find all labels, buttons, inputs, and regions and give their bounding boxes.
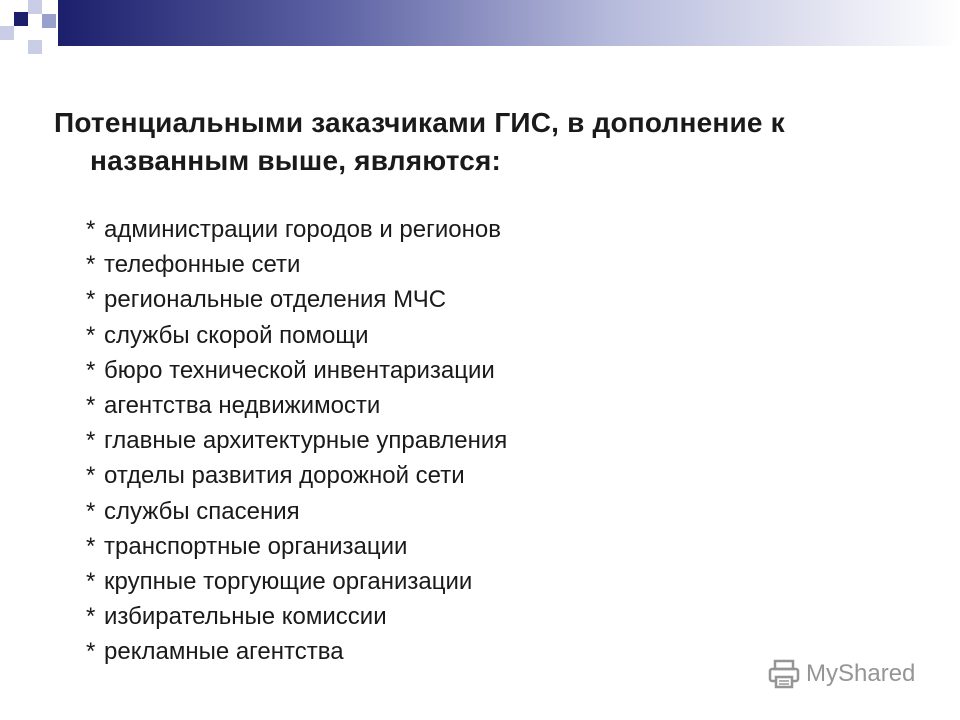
bullet-star: *	[86, 286, 96, 314]
list-item: * службы спасения	[86, 494, 507, 529]
bullet-star: *	[86, 356, 96, 384]
list-item: * крупные торгующие организации	[86, 564, 507, 599]
printer-logo-icon	[768, 659, 800, 689]
deco-square-light	[28, 40, 42, 54]
watermark-text: MyShared	[806, 660, 916, 687]
list-item: * администрации городов и регионов	[86, 212, 507, 247]
list-item: * региональные отделения МЧС	[86, 282, 507, 317]
watermark	[768, 656, 915, 692]
title-line-2: названным выше, являются:	[90, 145, 502, 176]
list-item: * агентства недвижимости	[86, 388, 507, 423]
list-item: * бюро технической инвентаризации	[86, 353, 507, 388]
list-item: * телефонные сети	[86, 247, 507, 282]
bullet-star: *	[86, 462, 96, 490]
list-item: * рекламные агентства	[86, 634, 507, 669]
bullet-star: *	[86, 216, 96, 243]
deco-square-light	[28, 0, 42, 14]
header-gradient-band	[58, 0, 960, 46]
deco-square-light	[0, 26, 14, 40]
bullet-star: *	[86, 603, 96, 631]
bullet-star: *	[86, 532, 96, 560]
customer-list	[86, 212, 507, 669]
list-item: * избирательные комиссии	[86, 599, 507, 634]
list-item: * главные архитектурные управления	[86, 423, 507, 458]
bullet-star: *	[86, 391, 96, 419]
bullet-star: *	[86, 497, 96, 525]
bullet-star: *	[86, 321, 96, 349]
deco-square-mid	[42, 14, 56, 28]
title-line-1: Потенциальными заказчиками ГИС, в дополнение к	[54, 107, 785, 138]
list-item: * транспортные организации	[86, 529, 507, 564]
bullet-star: *	[86, 427, 96, 455]
bullet-star: *	[86, 638, 96, 666]
list-item: * службы скорой помощи	[86, 318, 507, 353]
deco-square-navy	[14, 12, 28, 26]
list-item: * отделы развития дорожной сети	[86, 458, 507, 493]
slide-title	[54, 104, 914, 180]
bullet-star: *	[86, 251, 96, 279]
bullet-star: *	[86, 567, 96, 595]
